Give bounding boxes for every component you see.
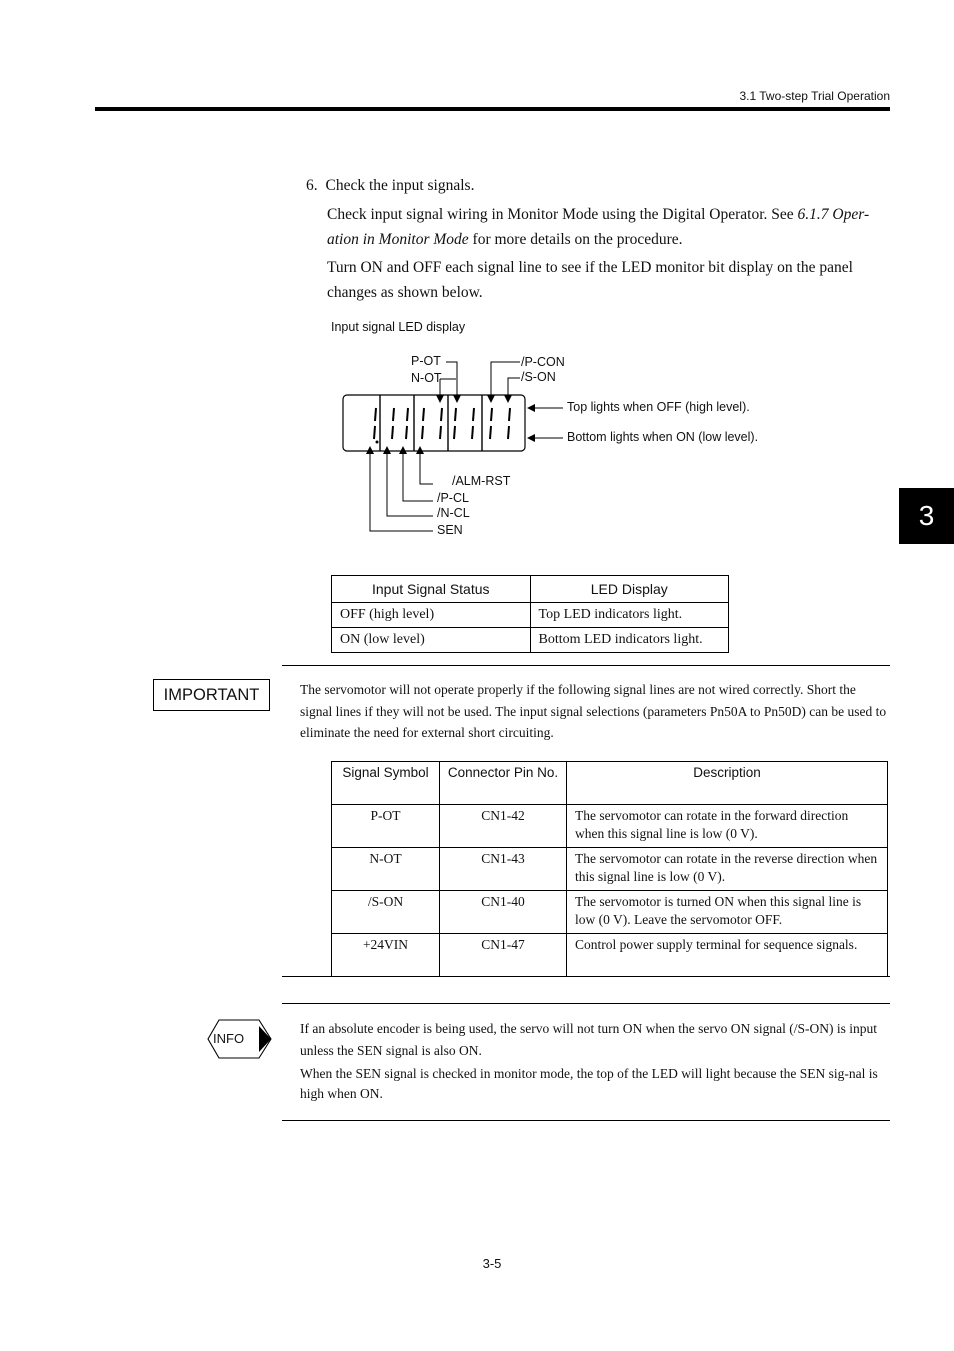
table-row bbox=[332, 848, 888, 891]
status-table bbox=[331, 575, 729, 653]
table-header: Description bbox=[567, 762, 888, 805]
table-cell: Top LED indicators light. bbox=[530, 603, 729, 628]
table-cell: CN1-42 bbox=[440, 805, 567, 848]
table-header-row bbox=[332, 762, 888, 805]
important-text: The servomotor will not operate properly if the following signal lines are not wired correctly. Short the signal lines if they will not be used. The input signal selections (parameters Pn50A to Pn50D) can be used to eliminate the need for external short circuiting. bbox=[300, 682, 887, 740]
table-header: Signal Symbol bbox=[332, 762, 440, 805]
section-reference-link[interactable]: 6.1.7 Oper-ation in Monitor Mode bbox=[327, 206, 870, 248]
step-number: 6. bbox=[306, 177, 318, 194]
chapter-tab[interactable]: 3 bbox=[899, 488, 954, 544]
table-row bbox=[332, 934, 888, 977]
label-top-lights: Top lights when OFF (high level). bbox=[567, 400, 750, 414]
header-rule bbox=[95, 107, 890, 111]
table-row bbox=[332, 628, 729, 653]
table-cell: CN1-40 bbox=[440, 891, 567, 934]
table-cell: CN1-43 bbox=[440, 848, 567, 891]
para1-text-a: Check input signal wiring in Monitor Mode using the Digital Operator. See bbox=[327, 206, 798, 223]
table-row bbox=[332, 891, 888, 934]
label-n-cl: /N-CL bbox=[437, 506, 470, 520]
table-cell: CN1-47 bbox=[440, 934, 567, 977]
led-decimal-point bbox=[376, 441, 379, 444]
page-number: 3-5 bbox=[482, 1256, 502, 1271]
table-cell: The servomotor can rotate in the forward direction when this signal line is low (0 V). bbox=[567, 805, 888, 848]
table-header: Connector Pin No. bbox=[440, 762, 567, 805]
table-row bbox=[332, 805, 888, 848]
label-n-ot: N-OT bbox=[411, 371, 442, 385]
table-cell: The servomotor can rotate in the reverse direction when this signal line is low (0 V). bbox=[567, 848, 888, 891]
step-heading bbox=[306, 173, 474, 198]
info-bottom-rule bbox=[282, 1120, 890, 1121]
label-s-on: /S-ON bbox=[521, 370, 556, 384]
led-panel-outline bbox=[343, 395, 525, 451]
table-cell: P-OT bbox=[332, 805, 440, 848]
table-header-row bbox=[332, 576, 729, 603]
step-title: Check the input signals. bbox=[325, 177, 475, 194]
table-cell: ON (low level) bbox=[332, 628, 531, 653]
table-cell: OFF (high level) bbox=[332, 603, 531, 628]
figure-caption: Input signal LED display bbox=[331, 320, 466, 334]
table-cell: +24VIN bbox=[332, 934, 440, 977]
table-cell: Control power supply terminal for sequence signals. bbox=[567, 934, 888, 977]
label-bottom-lights: Bottom lights when ON (low level). bbox=[567, 430, 759, 444]
table-header: LED Display bbox=[530, 576, 729, 603]
table-cell: N-OT bbox=[332, 848, 440, 891]
section-header: 3.1 Two-step Trial Operation bbox=[739, 89, 890, 103]
label-p-ot: P-OT bbox=[411, 354, 441, 368]
led-segments bbox=[374, 408, 510, 439]
paragraph-monitor-mode bbox=[327, 202, 889, 252]
info-label: INFO bbox=[213, 1031, 245, 1046]
table-header: Input Signal Status bbox=[332, 576, 531, 603]
label-alm-rst: /ALM-RST bbox=[452, 474, 511, 488]
label-p-cl: /P-CL bbox=[437, 491, 469, 505]
paragraph-turn-on-off: Turn ON and OFF each signal line to see if the LED monitor bit display on the panel changes as shown below. bbox=[327, 259, 853, 301]
info-top-rule bbox=[282, 1003, 890, 1004]
label-sen: SEN bbox=[437, 523, 463, 537]
table-cell: /S-ON bbox=[332, 891, 440, 934]
table-row bbox=[332, 603, 729, 628]
info-text-absolute-encoder: If an absolute encoder is being used, the servo will not turn ON when the servo ON signal (/S-ON) is input unless the SEN signal is also ON. bbox=[300, 1021, 878, 1058]
para1-text-b: for more details on the procedure. bbox=[468, 231, 683, 248]
important-top-rule bbox=[282, 665, 890, 666]
table-cell: The servomotor is turned ON when this signal line is low (0 V). Leave the servomotor OFF. bbox=[567, 891, 888, 934]
signal-table bbox=[331, 761, 888, 977]
important-label: IMPORTANT bbox=[153, 679, 270, 711]
led-digit-dividers bbox=[380, 395, 482, 451]
table-cell: Bottom LED indicators light. bbox=[530, 628, 729, 653]
bottom-signal-arrows bbox=[370, 447, 433, 531]
important-bottom-rule bbox=[282, 976, 890, 977]
info-text-sen-signal: When the SEN signal is checked in monitor mode, the top of the LED will light because the SEN sig-nal is high when ON. bbox=[300, 1066, 878, 1101]
label-p-con: /P-CON bbox=[521, 355, 565, 369]
